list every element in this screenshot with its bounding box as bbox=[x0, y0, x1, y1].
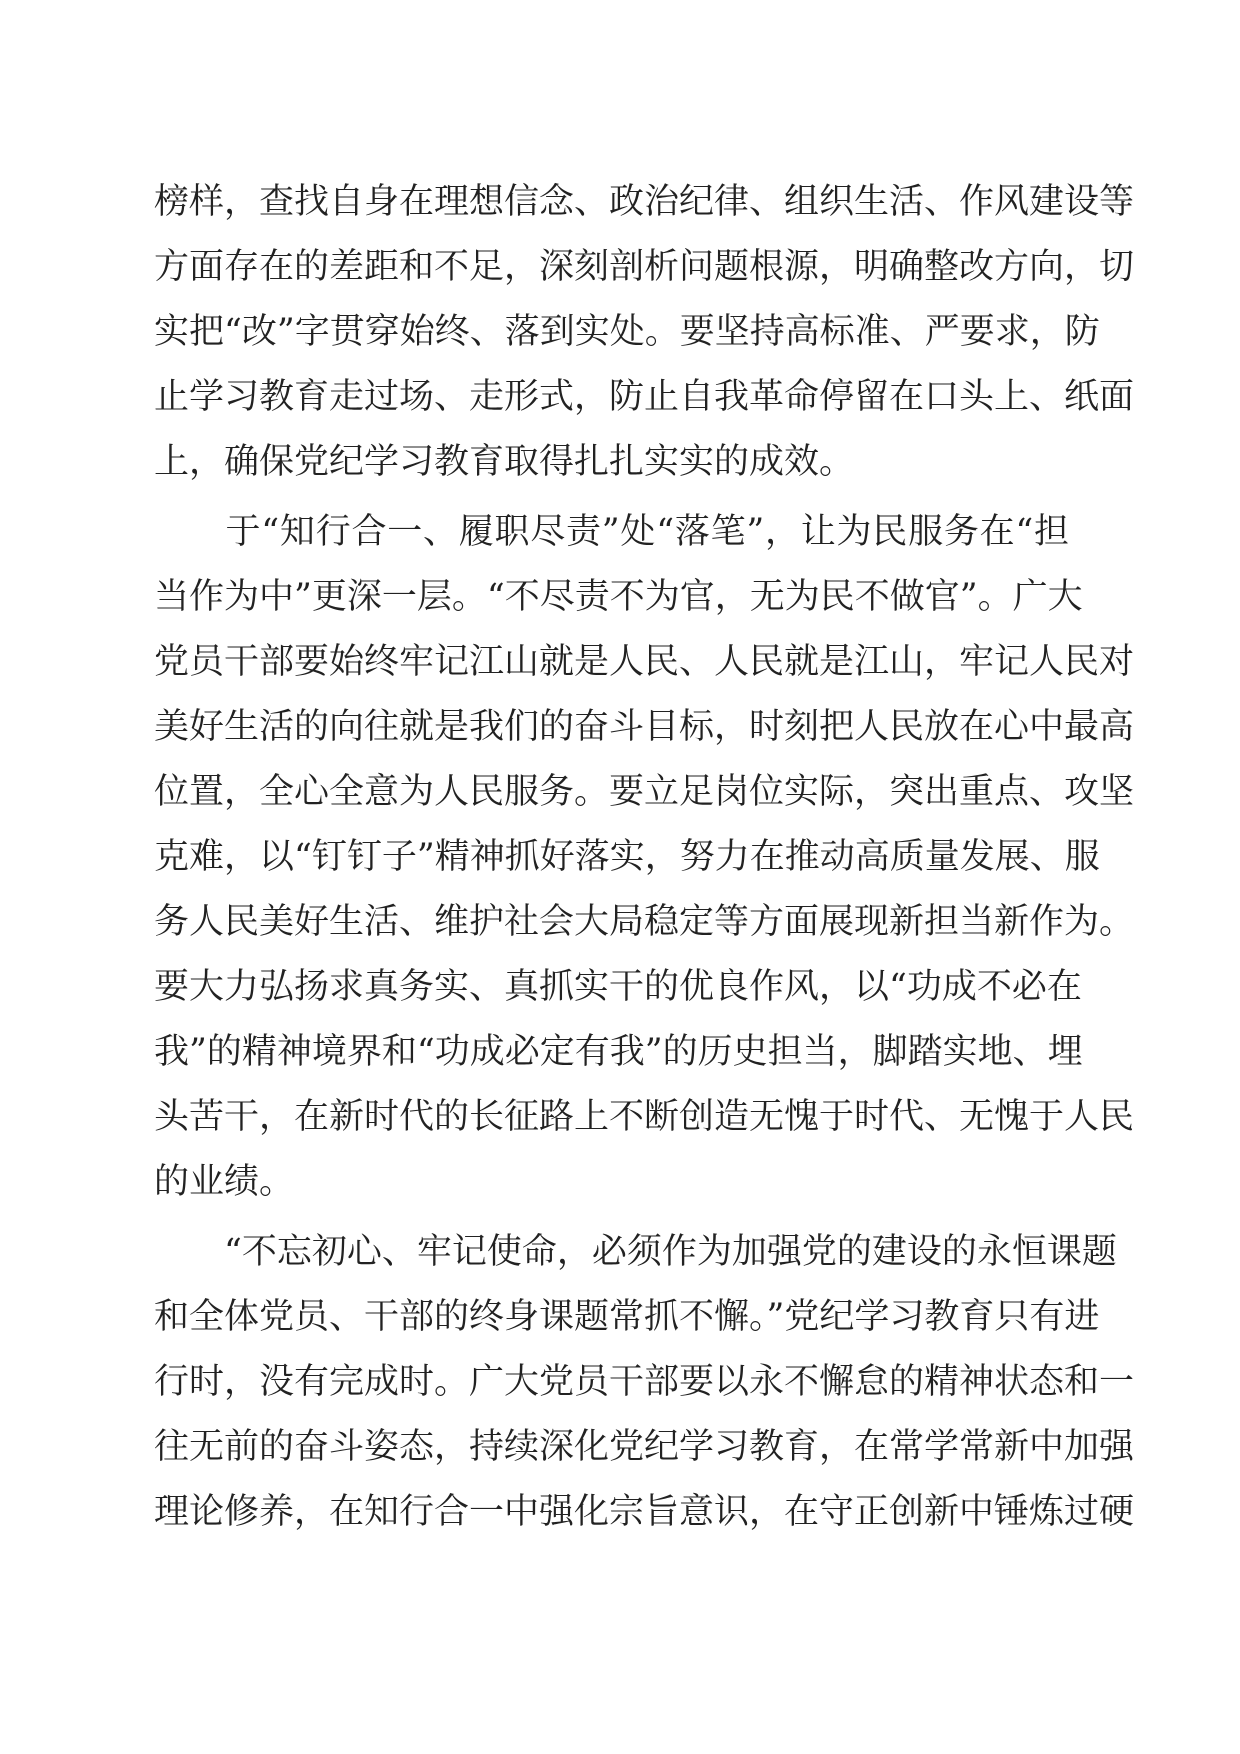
paragraph-2 bbox=[154, 500, 1135, 1215]
text-line: 往无前的奋斗姿态，持续深化党纪学习教育，在常学常新中加强 bbox=[154, 1427, 1135, 1467]
text-line: 榜样，查找自身在理想信念、政治纪律、组织生活、作风建设等 bbox=[154, 182, 1135, 222]
text-line: 克难，以“钉钉子”精神抓好落实，努力在推动高质量发展、服 bbox=[154, 837, 1100, 877]
text-line: 理论修养，在知行合一中强化宗旨意识，在守正创新中锤炼过硬 bbox=[154, 1492, 1135, 1532]
paragraph-1 bbox=[154, 170, 1135, 495]
text-line: 我”的精神境界和“功成必定有我”的历史担当，脚踏实地、埋 bbox=[154, 1032, 1083, 1072]
text-line: 要大力弘扬求真务实、真抓实干的优良作风，以“功成不必在 bbox=[154, 967, 1082, 1007]
text-line: 当作为中”更深一层。“不尽责不为官，无为民不做官”。广大 bbox=[154, 577, 1083, 617]
document-body bbox=[154, 170, 1135, 1545]
text-line: 的业绩。 bbox=[154, 1162, 295, 1202]
text-line: 美好生活的向往就是我们的奋斗目标，时刻把人民放在心中最高 bbox=[154, 707, 1135, 747]
text-line: 和全体党员、干部的终身课题常抓不懈。”党纪学习教育只有进 bbox=[154, 1297, 1100, 1337]
text-line: 于“知行合一、履职尽责”处“落笔”，让为民服务在“担 bbox=[154, 512, 1069, 552]
text-line: 上，确保党纪学习教育取得扎扎实实的成效。 bbox=[154, 442, 855, 482]
text-line: 位置，全心全意为人民服务。要立足岗位实际，突出重点、攻坚 bbox=[154, 772, 1135, 812]
text-line: 止学习教育走过场、走形式，防止自我革命停留在口头上、纸面 bbox=[154, 377, 1135, 417]
text-line: “不忘初心、牢记使命，必须作为加强党的建设的永恒课题 bbox=[154, 1232, 1117, 1272]
text-line: 头苦干，在新时代的长征路上不断创造无愧于时代、无愧于人民 bbox=[154, 1097, 1135, 1137]
text-line: 行时，没有完成时。广大党员干部要以永不懈怠的精神状态和一 bbox=[154, 1362, 1135, 1402]
paragraph-3 bbox=[154, 1220, 1135, 1545]
text-line: 实把“改”字贯穿始终、落到实处。要坚持高标准、严要求，防 bbox=[154, 312, 1100, 352]
text-line: 党员干部要始终牢记江山就是人民、人民就是江山，牢记人民对 bbox=[154, 642, 1135, 682]
text-line: 方面存在的差距和不足，深刻剖析问题根源，明确整改方向，切 bbox=[154, 247, 1135, 287]
text-line: 务人民美好生活、维护社会大局稳定等方面展现新担当新作为。 bbox=[154, 902, 1135, 942]
